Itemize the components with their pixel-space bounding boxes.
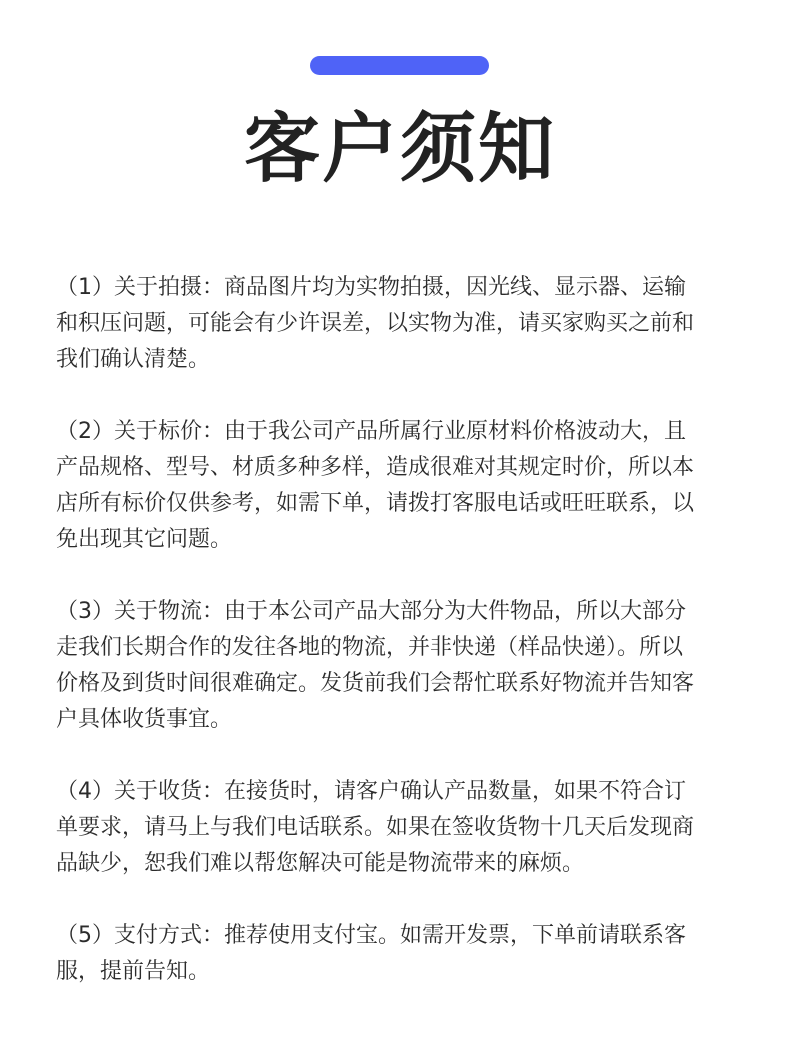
notice-logistics: [56, 594, 746, 738]
notice-line: 走我们长期合作的发往各地的物流，并非快递（样品快递）。所以: [56, 635, 684, 660]
notice-line: （5）支付方式：推荐使用支付宝。如需开发票，下单前请联系客: [56, 923, 686, 948]
notice-payment: [56, 918, 746, 990]
notice-list: [56, 270, 746, 1026]
notice-line: 免出现其它问题。: [56, 527, 233, 552]
notice-line: 服，提前告知。: [56, 959, 211, 984]
notice-line: 品缺少，恕我们难以帮您解决可能是物流带来的麻烦。: [56, 851, 585, 876]
notice-line: （2）关于标价：由于我公司产品所属行业原材料价格波动大，且: [56, 419, 686, 444]
accent-bar: [310, 56, 489, 75]
notice-line: 价格及到货时间很难确定。发货前我们会帮忙联系好物流并告知客: [56, 671, 695, 696]
notice-line: （3）关于物流：由于本公司产品大部分为大件物品，所以大部分: [56, 599, 686, 624]
notice-receiving: [56, 774, 746, 882]
notice-pricing: [56, 414, 746, 558]
notice-line: 产品规格、型号、材质多种多样，造成很难对其规定时价，所以本: [56, 455, 695, 480]
notice-line: 户具体收货事宜。: [56, 707, 233, 732]
page-title: 客户须知: [244, 104, 556, 193]
notice-shooting: [56, 270, 746, 378]
notice-line: （4）关于收货：在接货时，请客户确认产品数量，如果不符合订: [56, 779, 686, 804]
notice-line: 店所有标价仅供参考，如需下单，请拨打客服电话或旺旺联系，以: [56, 491, 695, 516]
notice-line: 和积压问题，可能会有少许误差，以实物为准，请买家购买之前和: [56, 311, 695, 336]
notice-line: 单要求，请马上与我们电话联系。如果在签收货物十几天后发现商: [56, 815, 695, 840]
notice-line: 我们确认清楚。: [56, 347, 211, 372]
notice-line: （1）关于拍摄：商品图片均为实物拍摄，因光线、显示器、运输: [56, 275, 686, 300]
